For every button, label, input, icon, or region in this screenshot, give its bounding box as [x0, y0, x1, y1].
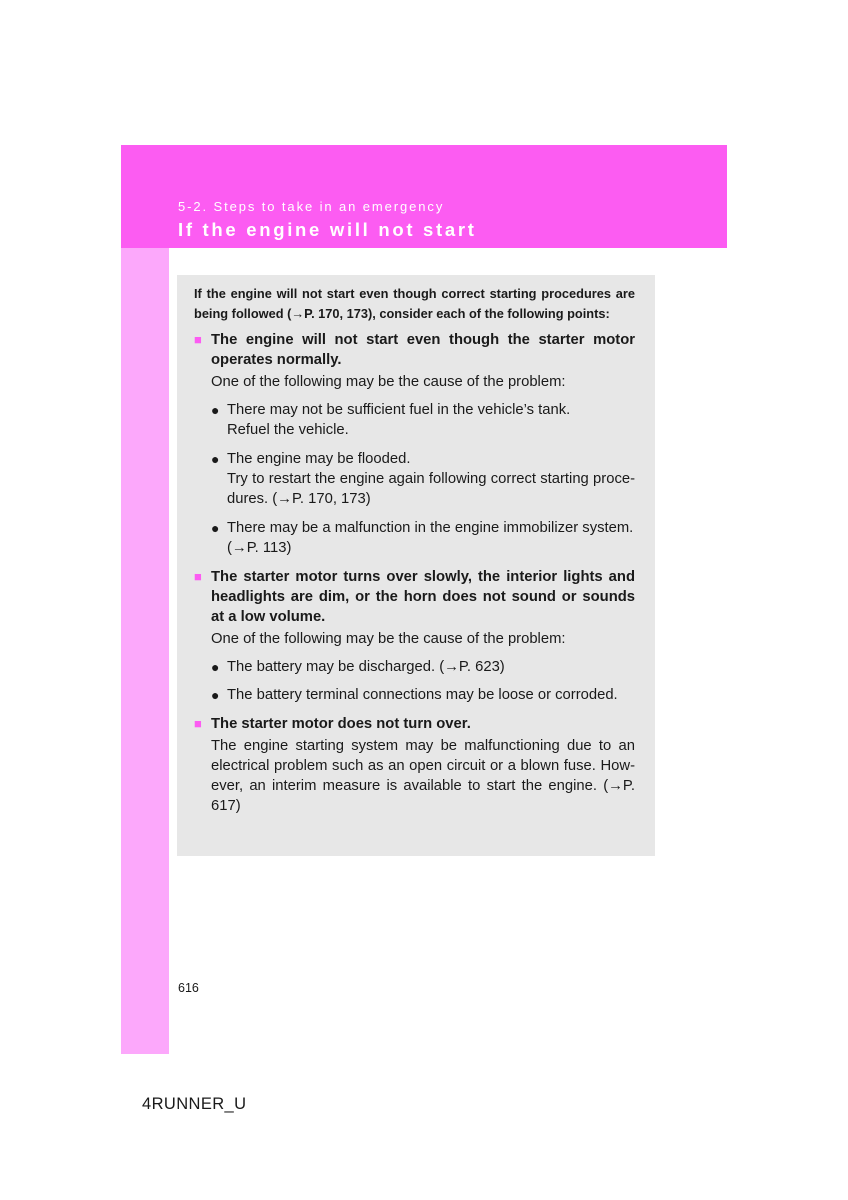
side-strip	[121, 248, 169, 1054]
black-dot-icon: ●	[211, 451, 220, 467]
list-item	[211, 400, 635, 440]
black-dot-icon: ●	[211, 402, 220, 418]
black-dot-icon: ●	[211, 520, 220, 536]
pink-square-icon: ■	[194, 569, 202, 584]
bullet-text: The engine may be flooded.	[227, 451, 411, 467]
section-body: The engine starting system may be malfunctioning due to an electrical problem such as an open circuit or a blown fuse. How-ever, an interim measure is available to start the engine. (→P. 617)	[211, 738, 635, 814]
black-dot-icon: ●	[211, 687, 220, 703]
list-item	[211, 518, 635, 558]
list-item	[211, 657, 635, 677]
section-heading-row	[194, 714, 635, 734]
bullet-text: The battery may be discharged. (→P. 623)	[227, 659, 505, 675]
section-heading: The starter motor does not turn over.	[211, 716, 471, 732]
section-lead: One of the following may be the cause of the problem:	[211, 374, 566, 390]
section-lead: One of the following may be the cause of the problem:	[211, 631, 566, 647]
page-number: 616	[178, 981, 199, 995]
footer-code: 4RUNNER_U	[142, 1095, 247, 1113]
list-item	[211, 685, 635, 705]
pink-square-icon: ■	[194, 716, 202, 731]
section-heading-row	[194, 330, 635, 370]
black-dot-icon: ●	[211, 659, 220, 675]
section-starter-no-turn	[194, 714, 635, 816]
content-box	[177, 275, 655, 856]
section-heading: The starter motor turns over slowly, the interior lights and headlights are dim, or the horn does not sound or sounds at a low volume.	[211, 569, 635, 625]
pink-square-icon: ■	[194, 332, 202, 347]
section-starter-normal	[194, 330, 635, 558]
bullet-subtext: Refuel the vehicle.	[227, 422, 349, 438]
intro-text: If the engine will not start even though correct starting procedures are being followed (→P. 170, 173), consider each of the following points:	[194, 286, 635, 321]
list-item	[211, 449, 635, 509]
bullet-text: There may be a malfunction in the engine immobilizer system. (→P. 113)	[227, 520, 634, 556]
bullet-text: The battery terminal connections may be loose or corroded.	[227, 687, 618, 703]
section-starter-slow	[194, 567, 635, 705]
section-label: 5-2. Steps to take in an emergency	[178, 199, 445, 214]
page-title: If the engine will not start	[178, 219, 477, 240]
section-heading: The engine will not start even though the starter motor operates normally.	[211, 332, 635, 368]
section-heading-row	[194, 567, 635, 627]
bullet-text: There may not be sufficient fuel in the vehicle’s tank.	[227, 402, 571, 418]
bullet-subtext: Try to restart the engine again following correct starting proce-dures. (→P. 170, 173)	[227, 471, 635, 507]
